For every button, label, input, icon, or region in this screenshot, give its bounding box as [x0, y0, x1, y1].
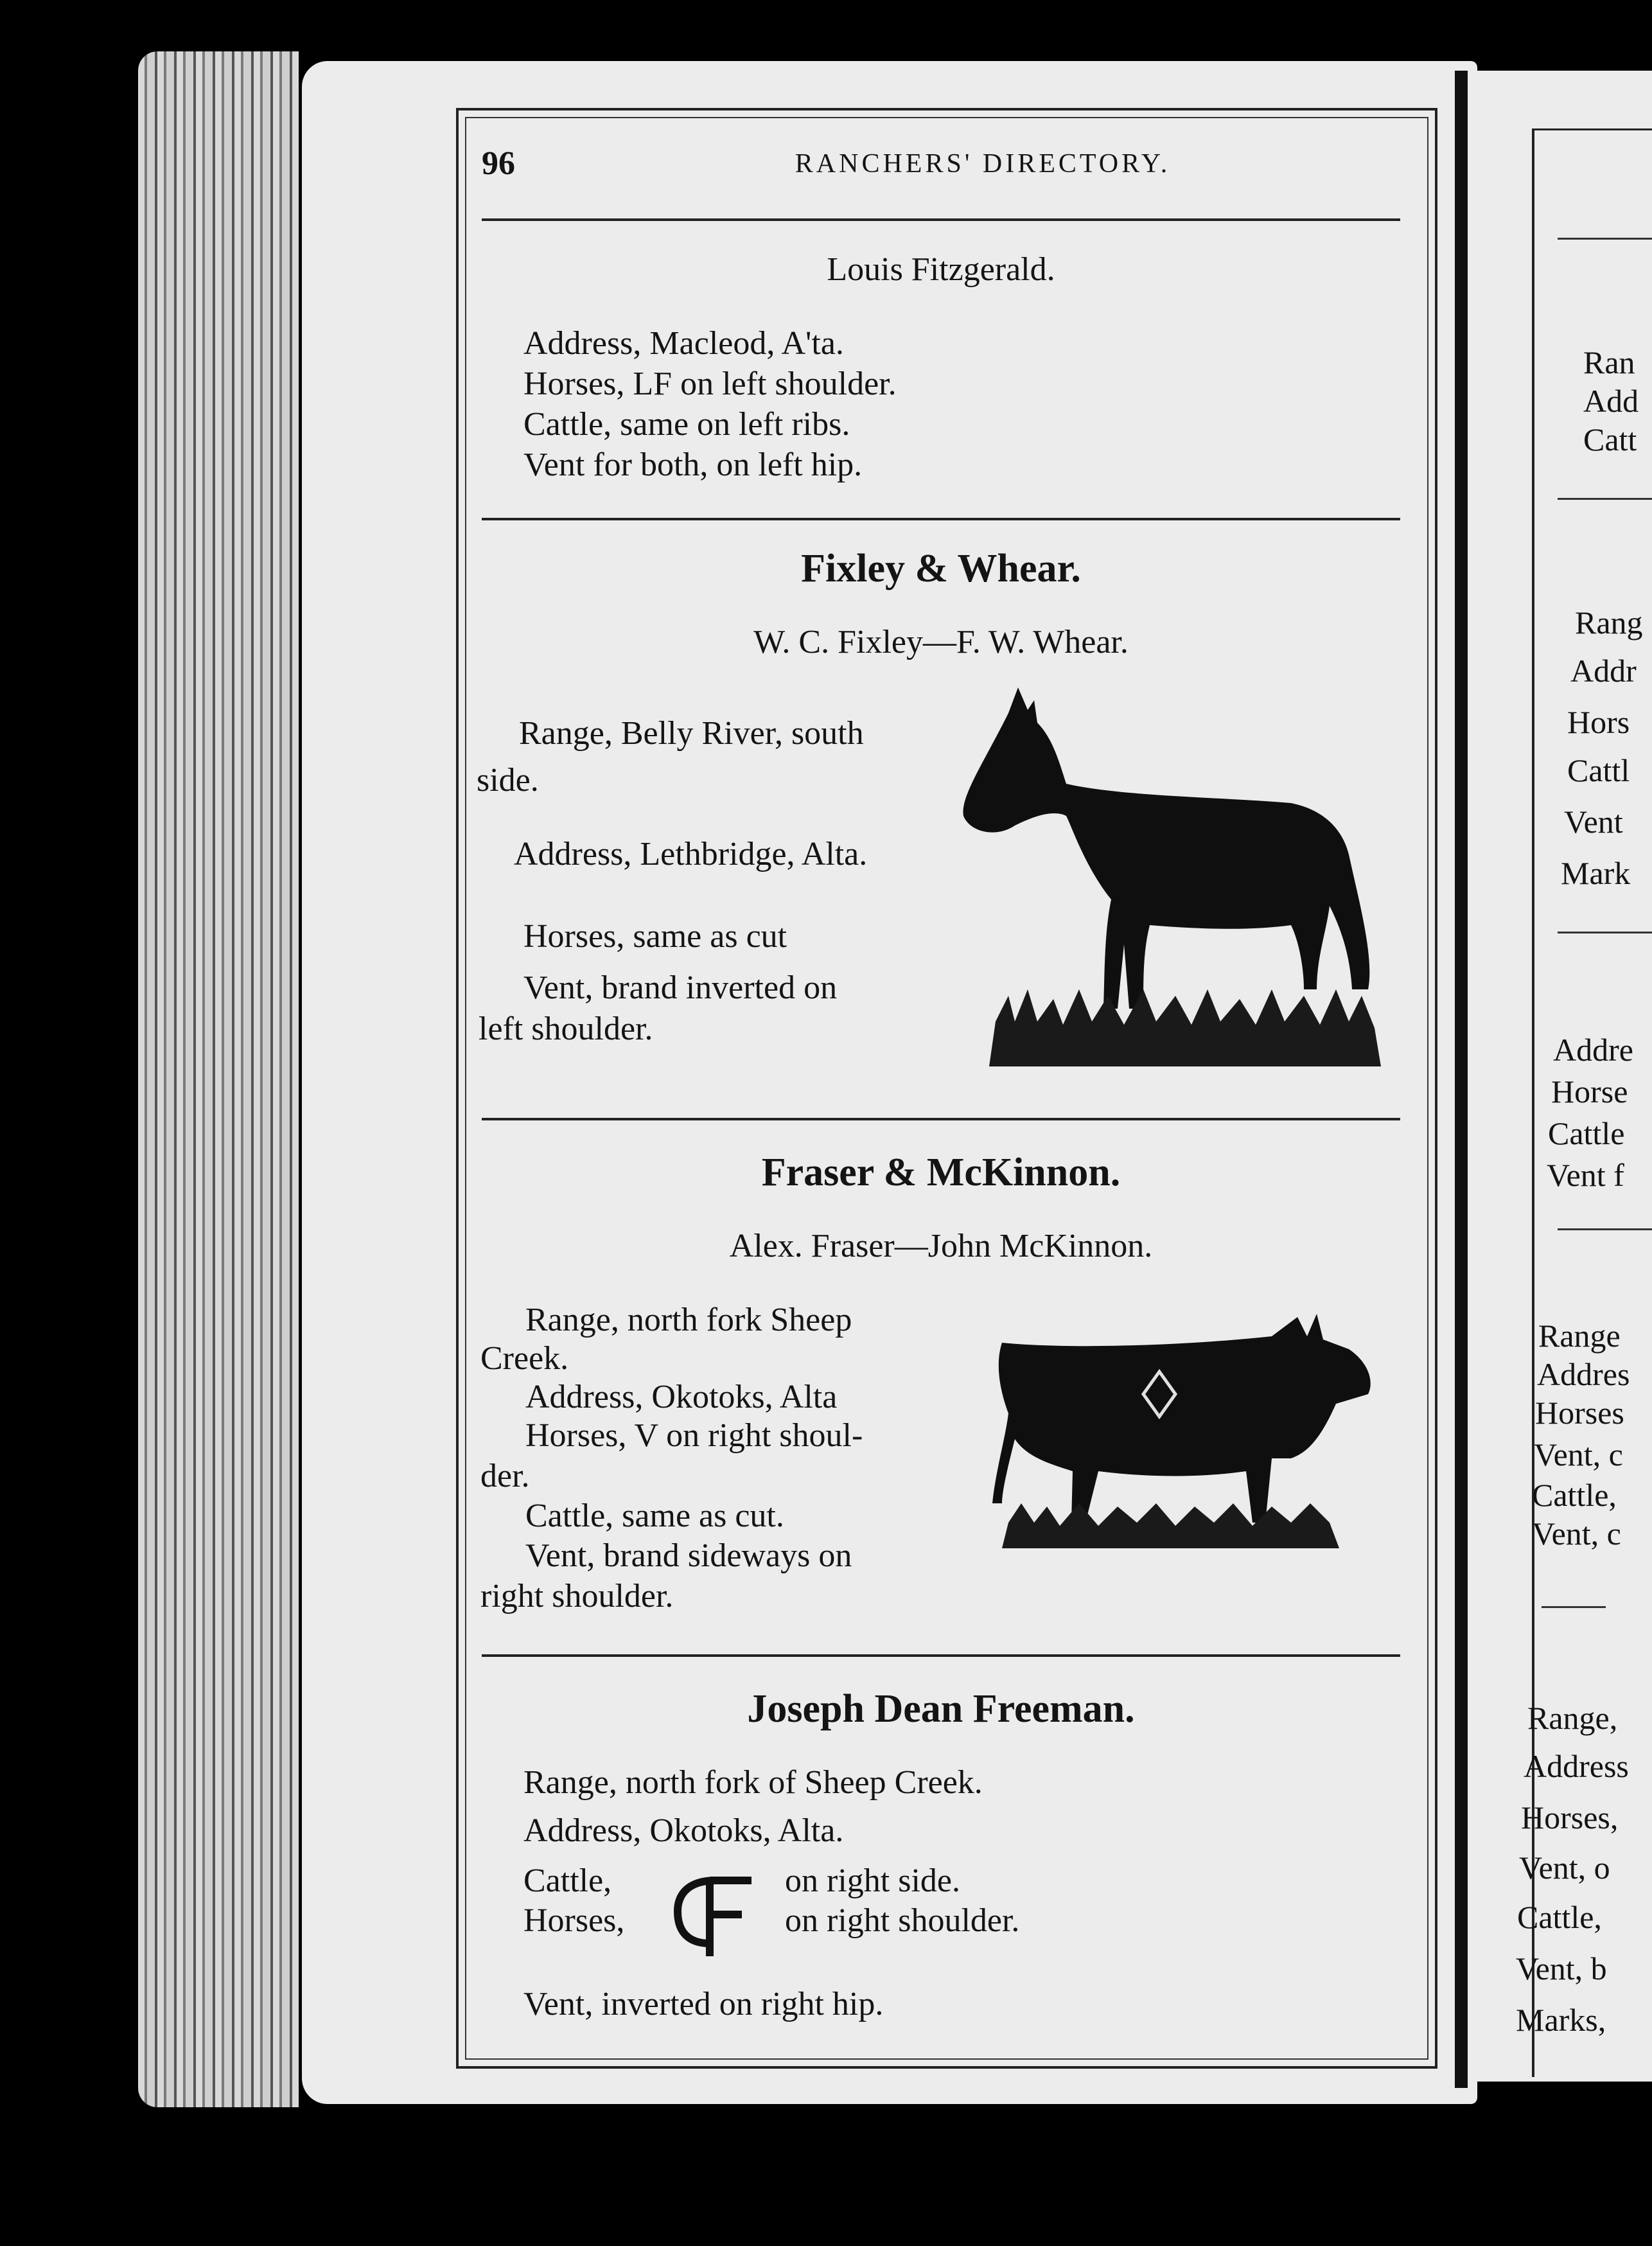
right-fragment: Rang: [1575, 605, 1643, 641]
entry-line: left shoulder.: [479, 1011, 653, 1047]
right-page-rule: [1558, 932, 1652, 933]
entry-name: Joseph Dean Freeman.: [747, 1687, 1135, 1731]
entry-line: Cattle, same on left ribs.: [523, 406, 850, 443]
entry-line: Address, Lethbridge, Alta.: [514, 836, 868, 872]
entry-line: Vent, brand inverted on: [523, 969, 838, 1006]
right-fragment: Hors: [1567, 704, 1630, 740]
entry-partners: Alex. Fraser—John McKinnon.: [729, 1228, 1153, 1264]
right-fragment: Addres: [1537, 1356, 1630, 1392]
entry-line: on right shoulder.: [785, 1902, 1020, 1939]
running-title: RANCHERS' DIRECTORY.: [795, 149, 1171, 179]
right-fragment: Range,: [1527, 1700, 1618, 1736]
entry-line: Cattle, same as cut.: [525, 1498, 784, 1534]
entry-line: Range, north fork of Sheep Creek.: [523, 1764, 983, 1801]
entry-line: Address, Okotoks, Alta.: [523, 1812, 844, 1849]
entry-line: Range, north fork Sheep: [525, 1302, 852, 1338]
entry-line: Vent for both, on left hip.: [523, 447, 863, 483]
right-fragment: Cattl: [1567, 752, 1630, 788]
right-fragment: Address: [1524, 1748, 1629, 1784]
right-fragment: Vent f: [1547, 1157, 1624, 1193]
entry-name: Fraser & McKinnon.: [761, 1151, 1121, 1194]
right-fragment: Vent: [1564, 804, 1623, 840]
right-fragment: Range: [1538, 1318, 1621, 1354]
section-rule: [482, 1118, 1400, 1120]
entry-line: Horses, V on right shoul-: [525, 1417, 863, 1454]
right-fragment: Addre: [1553, 1032, 1633, 1068]
page-number: 96: [482, 145, 515, 182]
entry-line: on right side.: [785, 1862, 960, 1899]
entry-line: der.: [480, 1458, 530, 1494]
right-fragment: Vent, c: [1532, 1516, 1621, 1552]
cf-brand-mark: [671, 1873, 755, 1963]
cow-illustration: [989, 1311, 1400, 1587]
right-fragment: Ran: [1583, 344, 1635, 380]
entry-line: side.: [477, 762, 539, 799]
entry-line: Horses,: [523, 1902, 625, 1939]
right-fragment: Vent, c: [1534, 1437, 1623, 1472]
section-rule: [482, 1654, 1400, 1657]
entry-name: Fixley & Whear.: [801, 547, 1081, 590]
page-edges: [138, 51, 299, 2107]
right-page-rule: [1542, 1606, 1606, 1608]
right-fragment: Cattle,: [1532, 1477, 1617, 1513]
right-fragment: Catt: [1583, 421, 1637, 457]
right-fragment: Mark: [1561, 855, 1631, 891]
entry-line: Address, Okotoks, Alta: [525, 1379, 838, 1415]
right-fragment: Vent, o: [1519, 1850, 1610, 1886]
right-fragment: Cattle: [1548, 1115, 1625, 1151]
right-page-rule: [1558, 1228, 1652, 1230]
entry-line: Creek.: [480, 1340, 569, 1377]
entry-name: Louis Fitzgerald.: [827, 251, 1055, 288]
entry-partners: W. C. Fixley—F. W. Whear.: [753, 624, 1129, 660]
entry-line: Address, Macleod, A'ta.: [523, 325, 844, 362]
entry-line: Cattle,: [523, 1862, 612, 1899]
right-fragment: Horses,: [1521, 1799, 1619, 1835]
entry-line: Horses, same as cut: [523, 918, 787, 955]
right-fragment: Addr: [1570, 653, 1637, 689]
entry-line: Horses, LF on left shoulder.: [523, 366, 897, 402]
right-fragment: Horses: [1535, 1395, 1624, 1431]
right-fragment: Vent, b: [1516, 1950, 1607, 1986]
right-fragment: Cattle,: [1517, 1899, 1602, 1935]
right-fragment: Marks,: [1516, 2002, 1606, 2038]
right-page-rule: [1558, 498, 1652, 500]
header-rule: [482, 218, 1400, 221]
horse-illustration: [957, 687, 1407, 1079]
right-fragment: Add: [1583, 383, 1639, 419]
right-fragment: Horse: [1551, 1074, 1628, 1110]
entry-line: Vent, inverted on right hip.: [523, 1986, 884, 2022]
entry-line: right shoulder.: [480, 1578, 674, 1614]
entry-line: Range, Belly River, south: [519, 715, 864, 752]
book-spine: [1455, 71, 1468, 2088]
page-header: [475, 138, 1426, 190]
right-page-rule: [1558, 238, 1652, 240]
entry-line: Vent, brand sideways on: [525, 1537, 852, 1574]
section-rule: [482, 518, 1400, 520]
